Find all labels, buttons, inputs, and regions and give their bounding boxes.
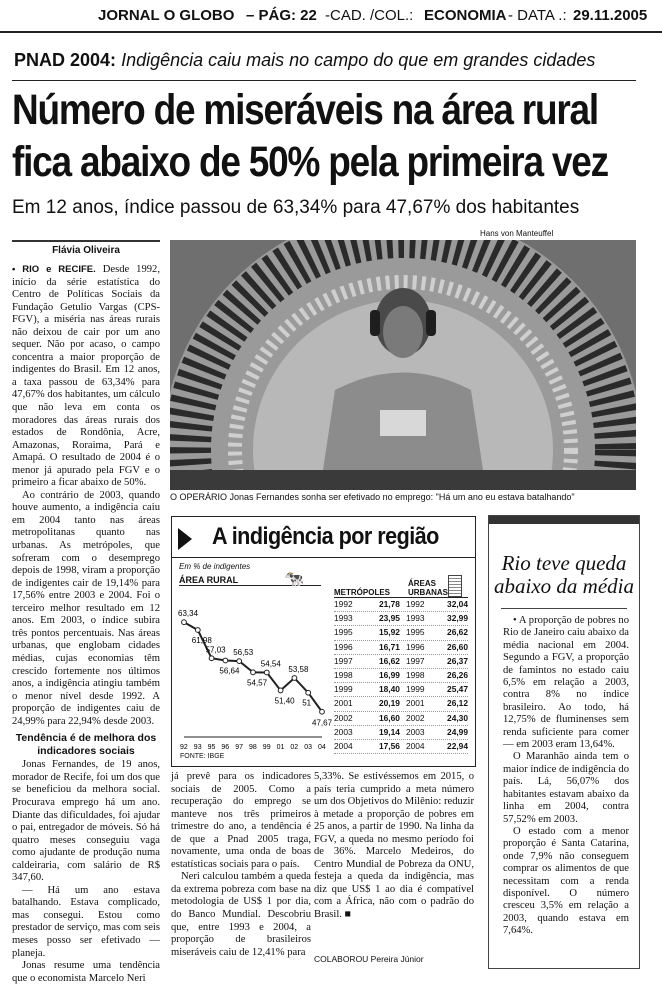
headline-line-2: fica abaixo de 50% pela primeira vez [12,138,608,186]
article-column-2 [171,771,311,959]
paper-name: JORNAL O GLOBO [98,7,235,24]
sidebar-box [488,515,640,969]
table-year-cell: 1996 [405,641,425,652]
data-point [209,656,214,661]
data-point [251,670,256,675]
data-label: 51,40 [274,696,295,706]
table-row [334,655,468,669]
table-value-cell: 16,71 [378,641,400,652]
table-value-cell: 23,95 [378,613,400,624]
table-row [334,612,468,626]
table-value-cell: 22,94 [447,740,468,751]
table-value-cell: 26,37 [447,655,468,666]
x-tick-label: 96 [221,744,230,751]
paragraph: Ao contrário de 2003, quando houve aumento, a indigência caiu em 2004 tanto nas áreas metropolitanas quanto nas urbanas. As metrópoles, que sofreram com o desemprego depois de 1998, viram a proporção de indigentes cair de 19,14% para 17,56% entre 2003 e 2004. Foi o terceiro melhor resultado em 12 anos. Em 2003, o índice subira três pontos percentuais. Nas áreas urbanas, que englobam cidades médias, cujas economias têm crescido fortemente nos últimos anos, a indigência atingiu também o menor nível desde 1992. A proporção de indigentes caiu de 24,99% para 22,94% desde 2003. [12,489,160,727]
table-row [334,683,468,697]
table-value-cell: 16,60 [378,712,400,723]
table-row [334,598,468,612]
sidebar-text [489,615,639,938]
kicker-label: PNAD 2004: [14,50,117,70]
x-tick-label: 98 [249,744,257,751]
table-value-cell: 16,99 [378,669,400,680]
photo-caption: O OPERÁRIO Jonas Fernandes sonha ser efetivado no emprego: "Há um ano eu estava batalhando" [170,492,575,502]
paragraph: 5,33%. Se estivéssemos em 2015, o país teria cumprido a meta número um dos Objetivos do Milênio: reduzir à metade a proporção de pobres em 25 anos, a partir de 1990. Na linha da FGV, a queda no mesmo período foi de 36%. Marcelo Medeiros, do Centro Mundial de Pobreza da ONU, festeja a queda da indigência, mas diz que US$ 1 ao dia é compatível com a África, não com o padrão do Brasil. ■ [314,771,474,921]
table-value-cell: 24,99 [447,726,468,737]
table-value-cell: 20,19 [378,698,400,709]
kicker-text: Indigência caiu mais no campo do que em grandes cidades [121,50,596,70]
data-point [237,659,242,664]
cow-icon: 🐄 [284,571,304,588]
chart-tables [334,573,468,754]
table-year-cell: 1992 [405,599,425,609]
metro-header: METRÓPOLES [334,588,391,597]
paragraph: já prevê para os indicadores sociais de 2005. Como a recuperação do emprego se manteve nos três primeiros trimestre do ano, a tendência é de que a Pnad 2005 traga, novamente, uma onda de boas estatísticas sociais para o país. [171,771,311,870]
table-year-cell: 1998 [334,669,353,680]
worker-photo [170,240,636,490]
x-tick-label: 97 [235,744,243,751]
table-year-cell: 1995 [334,627,353,638]
table-value-cell: 18,40 [378,684,400,695]
table-year-cell: 1999 [334,684,353,695]
kicker [14,50,595,71]
paragraph-text: Desde 1992, início da série estatística do Centro de Políticas Sociais da Fundação Getulio Vargas (CPS-FGV), a miséria nas áreas rurais não deixou de cair por um ano sequer. Não por acaso, o campo concentra a maior proporção de indigentes do Brasil. Em 12 anos, a taxa passou de 63,34% para 47,67% dos habitantes, um cálculo que não leva em conta os moradores das áreas rurais dos estados de Rondônia, Acre, Amazonas, Roraima, Pará e Amapá. O resultado de 2004 é o menor já apurado pela FGV e o primeiro a ficar abaixo de 50%. [12,264,160,489]
chart-title: A indigência por região [212,523,439,550]
chart-series-label: ÁREA RURAL [179,575,321,586]
x-tick-label: 99 [262,744,271,751]
table-value-cell: 24,30 [447,712,468,723]
table-year-cell: 1997 [334,655,353,666]
dateline: • RIO e RECIFE. [12,264,96,275]
table-year-cell: 1995 [405,627,425,638]
table-row [334,712,468,726]
date-value: 29.11.2005 [573,7,648,24]
kicker-rule [12,80,636,81]
table-value-cell: 26,26 [447,669,468,680]
data-label: 54,54 [260,659,281,669]
data-label: 51 [302,698,312,708]
table-year-cell: 1993 [405,613,425,624]
paragraph: • A proporção de pobres no Rio de Janeiro caiu abaixo da média nacional em 2004. Segundo a FGV, a proporção de famintos no estado caiu 6,5% em relação a 2003, contra 8% no índice brasileiro. Ao todo, há 12,75% de fluminenses sem renda suficiente para comer — em 2003 eram 13,64%. [503,615,629,751]
table-row [334,726,468,740]
table-value-cell: 21,78 [378,599,400,609]
page-header [0,0,662,30]
arrow-icon [178,528,192,550]
chart-title-bar [172,517,475,558]
table-year-cell: 1997 [405,655,425,666]
table-value-cell: 32,99 [447,613,468,624]
table-value-cell: 26,12 [447,698,468,709]
table-body [334,598,468,754]
table-year-cell: 2002 [405,712,425,723]
page-label: – PÁG: 22 [246,7,317,24]
table-year-cell: 2003 [405,726,425,737]
table-year-cell: 2001 [334,698,353,709]
chart-ylabel: Em % de indigentes [179,562,251,571]
rural-line-chart [172,587,332,757]
paragraph: O estado com a menor proporção é Santa Catarina, onde 7,9% não conseguem comprar os alimentos de que necessitam com a renda disponível. O número cresceu 3,5% em relação a 2003, quando estava em 7,64%. [503,825,629,937]
section-label: -CAD. /COL.: [325,7,414,24]
table-year-cell: 1998 [405,669,425,680]
chart-source: FONTE: IBGE [180,753,225,760]
data-point [223,658,228,663]
x-tick-label: 04 [318,744,326,751]
byline-author: Flávia Oliveira [52,245,120,256]
section-name: ECONOMIA [424,7,507,24]
paragraph: — Há um ano estava batalhando. Estava complicado, mas consegui. Estou como prestador de serviço, mas com seis meses posso ser efetivado — planeja. [12,884,160,959]
data-label: 53,58 [288,664,309,674]
table-row [334,641,468,655]
data-label: 56,53 [233,648,254,658]
photo-credit: Hans von Manteuffel [480,229,554,238]
turbine-illustration [170,240,636,490]
table-year-cell: 1993 [334,613,353,624]
data-label: 63,34 [178,609,199,619]
table-value-cell: 16,62 [378,655,400,666]
byline [12,240,160,256]
subheadline: Em 12 anos, índice passou de 63,34% para 47,67% dos habitantes [12,197,580,218]
inter-title: Tendência é de melhora dos indicadores sociais [15,732,157,757]
header-rule [0,31,662,33]
article-column-3 [314,771,474,922]
table-value-cell: 19,14 [378,726,400,737]
paragraph: Jonas Fernandes, de 19 anos, morador de Recife, foi um dos que se beneficiou da melhora social. Procurava emprego há um ano. Diante das dificuldades, foi ajudar o pai, entregador de móveis. Só há quatro meses conseguiu vaga como ajudante de produção numa caldeiraria, com salário de R$ 347,60. [12,759,160,884]
table-row [334,669,468,683]
sidebar-title: Rio teve queda abaixo da média [494,551,634,598]
sidebar-top-bar [489,516,639,524]
paragraph: Jonas resume uma tendência que o economista Marcelo Neri [12,960,160,984]
table-year-cell: 1996 [334,641,353,652]
data-label: 54,57 [247,678,268,688]
data-point [306,690,311,695]
data-point [292,676,297,681]
sidebar-rule [501,608,627,609]
date-label: - DATA .: [508,7,567,24]
data-point [320,709,325,714]
table-value-cell: 25,47 [447,684,468,695]
table-row [334,626,468,640]
x-tick-label: 95 [207,744,216,751]
table-value-cell: 32,04 [447,599,468,609]
table-value-cell: 15,92 [378,627,400,638]
data-label: 61,98 [191,635,212,645]
data-point [264,670,269,675]
collaborator-credit: COLABOROU Pereira Júnior [314,954,424,964]
paragraph: O Maranhão ainda tem o maior índice de indigência do país. Lá, 56,07% dos habitantes estavam abaixo da linha em 2004, contra 57,52% em 2003. [503,751,629,825]
table-value-cell: 26,62 [447,627,468,638]
table-year-cell: 1999 [405,684,425,695]
paragraph: Neri calculou também a queda da extrema pobreza com base na metodologia de US$ 1 por dia, do Banco Mundial. Descobriu que, entre 1993 e 2004, a proporção de brasileiros miseráveis caiu de 12,41% para [171,871,311,958]
data-label: 47,67 [312,718,332,728]
table-value-cell: 26,60 [447,641,468,652]
data-label: 56,64 [219,666,240,676]
data-point [278,688,283,693]
data-label: 57,03 [205,645,226,655]
building-icon [448,575,462,597]
table-year-cell: 2002 [334,712,353,723]
table-year-cell: 2001 [405,698,425,709]
table-row [334,697,468,711]
table-value-cell: 17,56 [378,740,400,751]
paragraph [12,264,160,490]
article-column-1 [12,264,160,985]
table-year-cell: 2004 [334,740,353,751]
table-row [334,740,468,754]
x-tick-label: 92 [180,744,188,751]
table-year-cell: 1992 [334,599,353,609]
x-tick-label: 02 [290,744,299,751]
urban-header: ÁREAS URBANAS [408,579,448,597]
data-point [195,628,200,633]
headline-line-1: Número de miseráveis na área rural [12,86,598,134]
data-point [182,620,187,625]
chart-indigencia [171,516,476,767]
byline-rule [12,240,160,242]
table-year-cell: 2004 [405,740,425,751]
table-year-cell: 2003 [334,726,353,737]
x-tick-label: 93 [193,744,202,751]
x-tick-label: 01 [276,744,285,751]
x-tick-label: 03 [304,744,312,751]
